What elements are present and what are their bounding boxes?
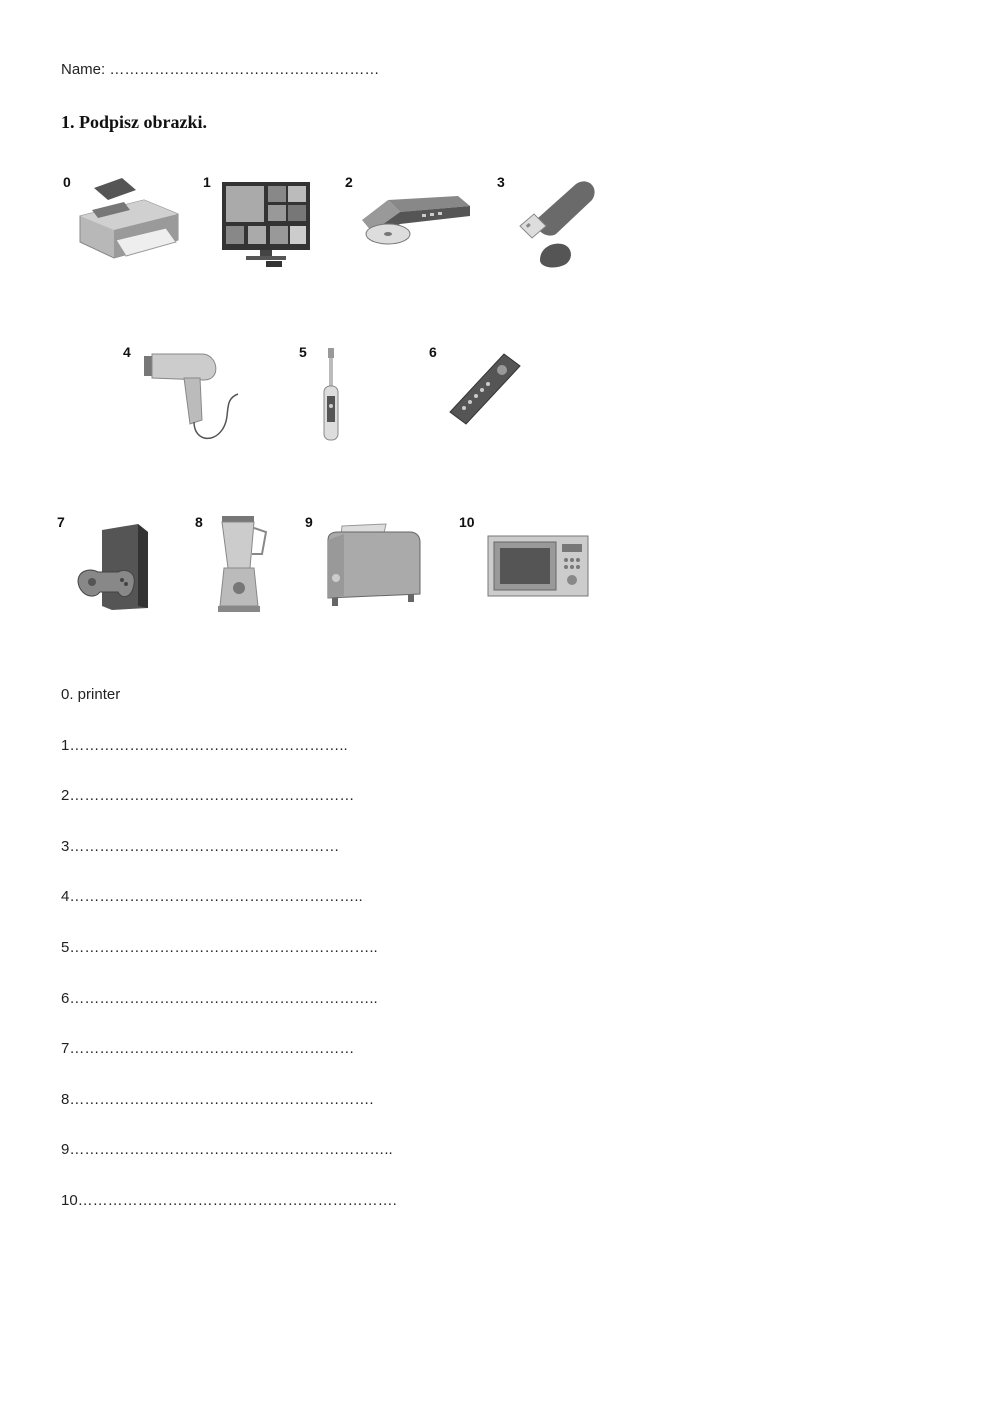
answer-line-9[interactable]: 9……………………………………………………….. xyxy=(61,1141,393,1159)
tv-icon xyxy=(220,180,315,270)
picture-number: 3 xyxy=(497,174,505,190)
usb-stick-icon xyxy=(516,178,598,273)
remote-control-icon xyxy=(448,352,523,427)
picture-number: 0 xyxy=(63,174,71,190)
answer-line-6[interactable]: 6…………………………………………………….. xyxy=(61,989,378,1007)
picture-5 xyxy=(296,340,366,450)
answer-line-8[interactable]: 8……………………………………………………. xyxy=(61,1090,374,1108)
answer-line-4[interactable]: 4………………………………………………….. xyxy=(61,888,363,906)
electric-toothbrush-icon xyxy=(316,346,346,446)
toaster-icon xyxy=(324,522,424,612)
printer-icon xyxy=(74,170,184,265)
answer-line-3[interactable]: 3……………………………………………… xyxy=(61,837,340,855)
picture-4 xyxy=(120,340,250,450)
picture-8 xyxy=(192,510,282,615)
game-console-icon xyxy=(76,520,156,612)
picture-2 xyxy=(342,170,482,260)
answer-line-2[interactable]: 2………………………………………………… xyxy=(61,787,355,805)
picture-number: 5 xyxy=(299,344,307,360)
answer-line-10[interactable]: 10………………………………………………………. xyxy=(61,1192,397,1209)
answer-line-5[interactable]: 5…………………………………………………….. xyxy=(61,939,378,956)
picture-number: 1 xyxy=(203,174,211,190)
answer-line-7[interactable]: 7………………………………………………… xyxy=(61,1040,355,1058)
picture-3 xyxy=(494,170,604,275)
picture-1 xyxy=(200,170,320,275)
picture-number: 2 xyxy=(345,174,353,190)
picture-number: 9 xyxy=(305,514,313,530)
microwave-icon xyxy=(486,534,591,600)
picture-0 xyxy=(60,170,180,270)
task-title: 1. Podpisz obrazki. xyxy=(61,112,208,132)
blender-icon xyxy=(212,514,272,614)
name-field[interactable]: Name: ……………………………………………… xyxy=(61,61,380,78)
picture-7 xyxy=(54,510,164,615)
picture-number: 6 xyxy=(429,344,437,360)
answer-line-1[interactable]: 1……………………………………………….. xyxy=(61,736,348,754)
picture-6 xyxy=(426,340,536,435)
picture-number: 4 xyxy=(123,344,131,360)
hair-dryer-icon xyxy=(142,350,247,450)
picture-number: 7 xyxy=(57,514,65,530)
dvd-player-icon xyxy=(358,192,478,252)
answer-line-0: 0. printer xyxy=(61,686,121,703)
picture-number: 8 xyxy=(195,514,203,530)
picture-number: 10 xyxy=(459,514,475,530)
picture-10 xyxy=(456,510,596,605)
picture-9 xyxy=(302,510,432,615)
